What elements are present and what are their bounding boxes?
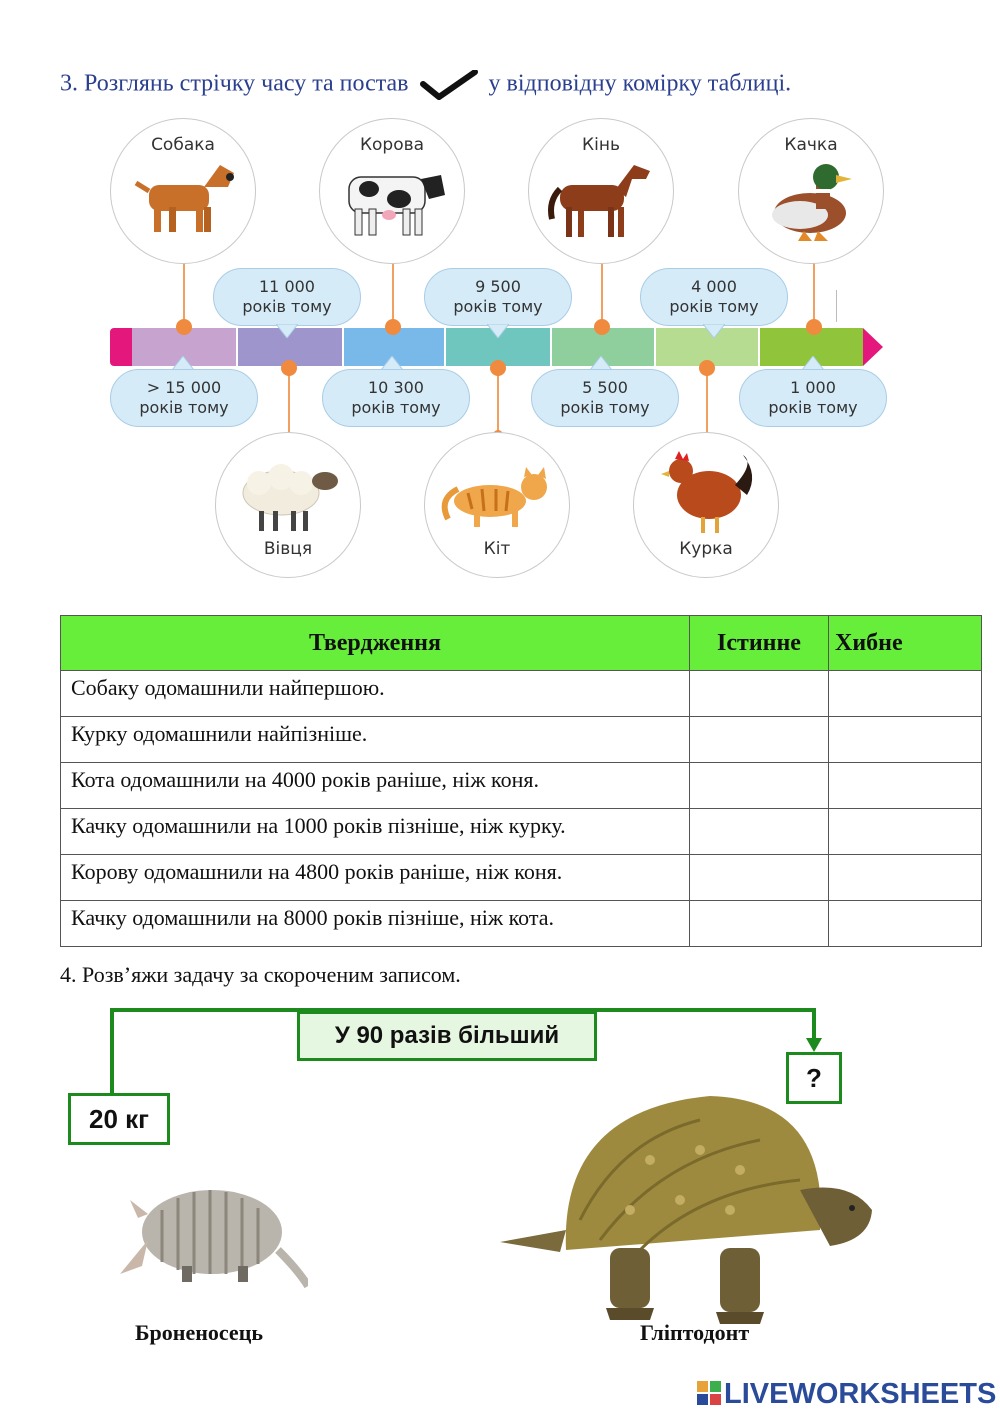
animal-label: Корова bbox=[359, 135, 425, 155]
glyptodont-icon bbox=[500, 1080, 880, 1325]
task3-text-after: у відповідну комірку таблиці. bbox=[488, 70, 792, 97]
statement-cell: Качку одомашнили на 1000 років пізніше, ніж курку. bbox=[61, 809, 690, 855]
table-row bbox=[61, 855, 982, 901]
animal-label: Качка bbox=[784, 135, 838, 155]
header-statement: Твердження bbox=[61, 616, 690, 671]
false-cell[interactable] bbox=[829, 901, 982, 947]
cat-icon bbox=[438, 459, 558, 529]
true-cell[interactable] bbox=[690, 901, 829, 947]
statement-cell: Корову одомашнили на 4800 років раніше, ніж коня. bbox=[61, 855, 690, 901]
horse-icon bbox=[542, 157, 662, 239]
time-label-top: 4 000 років тому bbox=[640, 268, 788, 326]
animal-circle-hen bbox=[633, 432, 779, 578]
animal-label: Вівця bbox=[263, 539, 313, 559]
timeline-marker bbox=[176, 319, 192, 335]
timeline-marker bbox=[490, 360, 506, 376]
timeline-marker bbox=[806, 319, 822, 335]
glyptodont-caption: Гліптодонт bbox=[640, 1320, 750, 1345]
false-cell[interactable] bbox=[829, 671, 982, 717]
timeline bbox=[0, 0, 1000, 600]
timeline-marker bbox=[699, 360, 715, 376]
false-cell[interactable] bbox=[829, 855, 982, 901]
true-cell[interactable] bbox=[690, 763, 829, 809]
header-true: Істинне bbox=[690, 616, 829, 671]
known-weight-box: 20 кг bbox=[68, 1093, 170, 1145]
header-false: Хибне bbox=[829, 616, 982, 671]
table-header-row bbox=[61, 616, 982, 671]
animal-label: Собака bbox=[151, 135, 215, 155]
dog-icon bbox=[124, 157, 244, 237]
table-row bbox=[61, 901, 982, 947]
statement-cell: Кота одомашнили на 4000 років раніше, ніж коня. bbox=[61, 763, 690, 809]
timeline-start-cap bbox=[110, 328, 132, 366]
animal-label: Кіт bbox=[483, 539, 511, 559]
timeline-marker bbox=[281, 360, 297, 376]
relation-box: У 90 разів більший bbox=[297, 1011, 597, 1061]
table-row bbox=[61, 717, 982, 763]
table-row bbox=[61, 671, 982, 717]
hen-icon bbox=[647, 445, 767, 537]
unknown-answer-box[interactable]: ? bbox=[786, 1052, 842, 1104]
animal-circle-cow bbox=[319, 118, 465, 264]
false-cell[interactable] bbox=[829, 763, 982, 809]
timeline-marker bbox=[385, 319, 401, 335]
animal-label: Кінь bbox=[582, 135, 620, 155]
time-label-bottom: > 15 000 років тому bbox=[110, 369, 258, 427]
time-label-bottom: 10 300 років тому bbox=[322, 369, 470, 427]
true-cell[interactable] bbox=[690, 671, 829, 717]
statement-cell: Качку одомашнили на 8000 років пізніше, ніж кота. bbox=[61, 901, 690, 947]
sheep-icon bbox=[229, 455, 349, 535]
table-row bbox=[61, 809, 982, 855]
animal-circle-cat bbox=[424, 432, 570, 578]
animal-circle-sheep bbox=[215, 432, 361, 578]
timeline-arrow-head bbox=[863, 328, 883, 366]
time-label-bottom: 1 000 років тому bbox=[739, 369, 887, 427]
true-cell[interactable] bbox=[690, 809, 829, 855]
task3-text-before: 3. Розглянь стрічку часу та постав bbox=[60, 70, 409, 97]
animal-circle-duck bbox=[738, 118, 884, 264]
armadillo-caption: Броненосець bbox=[135, 1320, 264, 1345]
task4-title: 4. Розв’яжи задачу за скороченим записом. bbox=[60, 962, 461, 987]
statements-table bbox=[60, 615, 982, 947]
time-label-top: 9 500 років тому bbox=[424, 268, 572, 326]
duck-icon bbox=[752, 159, 872, 243]
time-label-top: 11 000 років тому bbox=[213, 268, 361, 326]
liveworksheets-logo-mark bbox=[697, 1381, 721, 1405]
armadillo-icon bbox=[112, 1170, 308, 1296]
cow-icon bbox=[333, 159, 453, 239]
statement-cell: Собаку одомашнили найпершою. bbox=[61, 671, 690, 717]
divider-line bbox=[836, 290, 837, 322]
animal-label: Курка bbox=[679, 539, 733, 559]
true-cell[interactable] bbox=[690, 717, 829, 763]
time-label-bottom: 5 500 років тому bbox=[531, 369, 679, 427]
statement-cell: Курку одомашнили найпізніше. bbox=[61, 717, 690, 763]
timeline-marker bbox=[594, 319, 610, 335]
liveworksheets-brand: LIVEWORKSHEETS bbox=[724, 1378, 997, 1410]
table-row bbox=[61, 763, 982, 809]
false-cell[interactable] bbox=[829, 809, 982, 855]
true-cell[interactable] bbox=[690, 855, 829, 901]
animal-circle-dog bbox=[110, 118, 256, 264]
false-cell[interactable] bbox=[829, 717, 982, 763]
animal-circle-horse bbox=[528, 118, 674, 264]
